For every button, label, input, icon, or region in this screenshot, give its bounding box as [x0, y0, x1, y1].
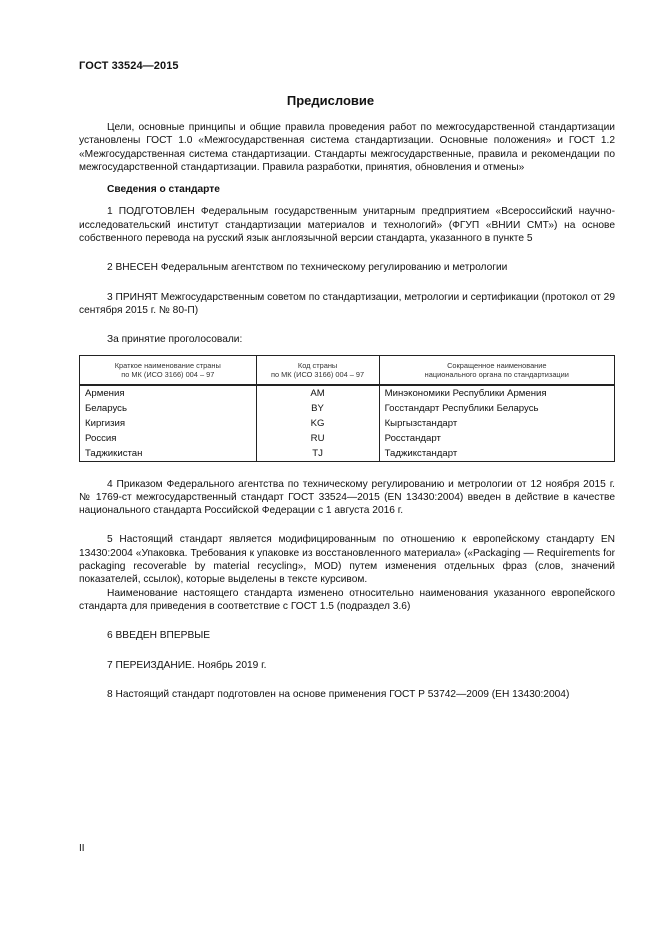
table-row — [80, 416, 615, 431]
item-5-paragraph: 5 Настоящий стандарт является модифицированным по отношению к европейскому стандарту EN 13430:2004 «Упаковка. Требования к упаковке из восстановленного материала» («Packaging — Requirements for packaging recoverable by material recycling», MOD) путем изменения отдельных фраз (слов, значений показателей, ссылок), которые выделены в тексте курсивом. — [79, 534, 615, 586]
header-body-line2: национального органа по стандартизации — [424, 370, 569, 380]
item-5-note-paragraph: Наименование настоящего стандарта изменено относительно наименования указанного европейского стандарта для приведения в соответствие с ГОСТ 1.5 (подраздел 3.6) — [79, 587, 615, 612]
table-header-country — [80, 355, 257, 385]
item-7-paragraph: 7 ПЕРЕИЗДАНИЕ. Ноябрь 2019 г. — [107, 659, 267, 671]
country-cell: Киргизия — [80, 416, 257, 431]
voting-table — [79, 355, 615, 462]
body-cell: Минэкономики Республики Армения — [379, 385, 614, 401]
header-body-line1: Сокращенное наименование — [447, 360, 547, 370]
body-cell: Кыргызстандарт — [379, 416, 614, 431]
page-title: Предисловие — [286, 93, 375, 108]
page-number: II — [79, 843, 85, 854]
header-code-line2: по МК (ИСО 3166) 004 – 97 — [270, 370, 365, 380]
table-header-row — [80, 355, 615, 385]
code-cell: RU — [256, 431, 379, 446]
country-cell: Россия — [80, 431, 257, 446]
item-8-paragraph: 8 Настоящий стандарт подготовлен на основе применения ГОСТ Р 53742—2009 (ЕН 13430:2004) — [107, 688, 570, 700]
item-1-paragraph: 1 ПОДГОТОВЛЕН Федеральным государственным унитарным предприятием «Всероссийский научно-исследовательский институт стандартизации материалов и технологий» (ФГУП «ВНИИ СМТ») на основе собственного перевода на русский язык англоязычной версии стандарта, указанного в пункте 5 — [79, 206, 615, 245]
table-row — [80, 385, 615, 401]
header-code-line1: Код страны — [297, 360, 338, 370]
code-cell: TJ — [256, 446, 379, 462]
table-header-body — [379, 355, 614, 385]
document-code: ГОСТ 33524—2015 — [79, 60, 179, 72]
item-3-paragraph: 3 ПРИНЯТ Межгосударственным советом по стандартизации, метрологии и сертификации (протокол от 29 сентября 2015 г. № 80-П) — [79, 291, 615, 316]
intro-paragraph: Цели, основные принципы и общие правила проведения работ по межгосударственной стандартизации установлены ГОСТ 1.0 «Межгосударственная система стандартизации. Основные положения» и ГОСТ 1.2 «Межгосударственная система стандартизации. Стандарты межгосударственные, правила и рекомендации по межгосударственной стандартизации. Правила разработки, принятия, обновления и отмены» — [79, 122, 615, 173]
document-body — [79, 121, 615, 701]
body-cell: Таджикстандарт — [379, 446, 614, 462]
country-cell: Таджикистан — [80, 446, 257, 462]
item-6-paragraph: 6 ВВЕДЕН ВПЕРВЫЕ — [107, 630, 211, 642]
body-cell: Росстандарт — [379, 431, 614, 446]
section-heading: Сведения о стандарте — [107, 184, 220, 196]
item-4-paragraph: 4 Приказом Федерального агентства по техническому регулированию и метрологии от 12 ноября 2015 г. № 1769-ст межгосударственный стандарт ГОСТ 33524—2015 (EN 13430:2004) введен в действие в качестве национального стандарта Российской Федерации с 1 августа 2016 г. — [79, 478, 615, 517]
header-country-line2: по МК (ИСО 3166) 004 – 97 — [121, 370, 215, 380]
table-row — [80, 401, 615, 416]
code-cell: AM — [256, 385, 379, 401]
body-cell: Госстандарт Республики Беларусь — [379, 401, 614, 416]
code-cell: BY — [256, 401, 379, 416]
country-cell: Беларусь — [80, 401, 257, 416]
header-country-line1: Краткое наименование страны — [114, 360, 221, 370]
country-cell: Армения — [80, 385, 257, 401]
item-2-paragraph: 2 ВНЕСЕН Федеральным агентством по техническому регулированию и метрологии — [107, 262, 508, 274]
table-row — [80, 446, 615, 462]
table-header-code — [256, 355, 379, 385]
code-cell: KG — [256, 416, 379, 431]
table-row — [80, 431, 615, 446]
vote-label: За принятие проголосовали: — [107, 334, 243, 346]
